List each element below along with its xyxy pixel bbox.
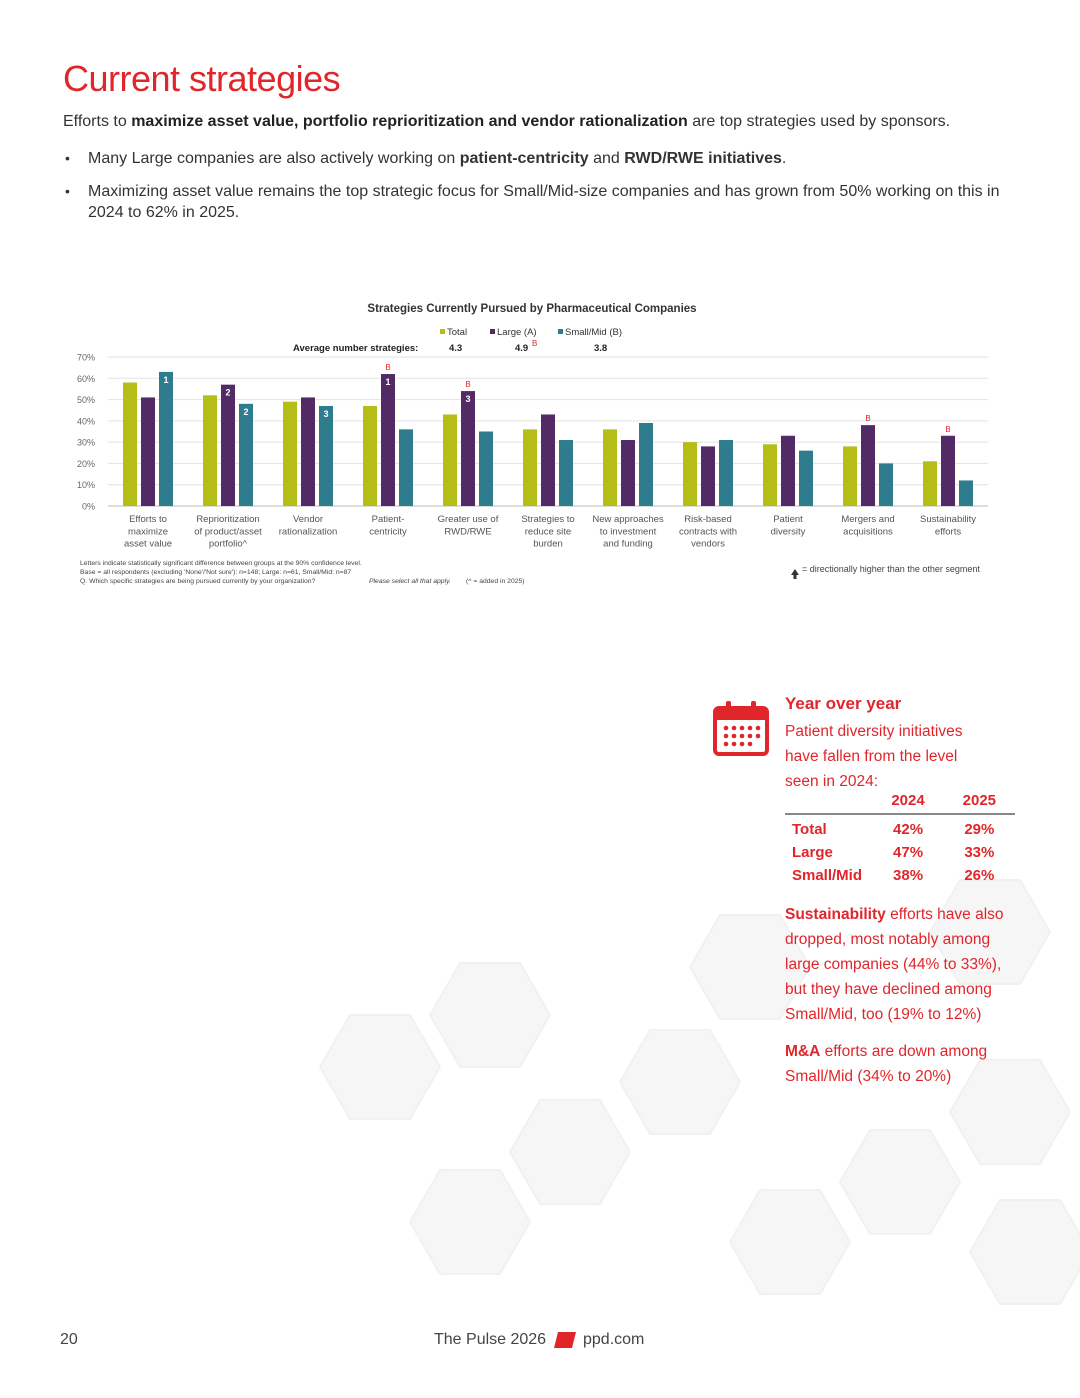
bullet-item — [63, 148, 1023, 169]
category-label: New approaches — [592, 514, 664, 525]
bar — [959, 480, 973, 506]
category-label: Patient — [773, 514, 803, 525]
category-label: Efforts to — [129, 514, 167, 525]
legend-label: Small/Mid (B) — [565, 327, 623, 338]
bar — [319, 406, 333, 506]
bar — [621, 440, 635, 506]
legend-label: Total — [447, 327, 468, 338]
y-tick-label: 60% — [76, 373, 95, 384]
legend-label: Large (A) — [497, 327, 537, 338]
category-label: Patient- — [371, 514, 405, 525]
category-label: Vendor — [292, 514, 324, 525]
category-label: vendors — [691, 538, 725, 550]
page-number: 20 — [60, 1331, 78, 1348]
sustainability-bold: Sustainability — [785, 906, 886, 923]
row-label: Total — [792, 821, 827, 838]
table-header-2025: 2025 — [944, 792, 1015, 814]
table-row — [785, 814, 1015, 841]
table-header-row — [785, 792, 1015, 814]
row-label: Large — [792, 844, 833, 861]
bar — [461, 391, 475, 506]
category-label: diversity — [770, 526, 806, 538]
bullet1-bold1: patient-centricity — [459, 150, 589, 167]
bar — [941, 436, 955, 506]
bar — [701, 446, 715, 506]
bullet1-bold2: RWD/RWE initiatives — [624, 150, 782, 167]
category-label: reduce site — [524, 526, 572, 538]
calendar-icon — [712, 698, 770, 758]
bar — [301, 397, 315, 506]
bar — [203, 395, 217, 506]
bar — [799, 451, 813, 506]
y-tick-label: 50% — [76, 395, 95, 406]
category-label: Mergers and — [841, 514, 895, 525]
y-tick-label: 30% — [76, 437, 95, 448]
y-tick-label: 10% — [76, 480, 95, 491]
ma-bold: M&A — [785, 1043, 821, 1060]
category-label: Reprioritization — [196, 514, 260, 525]
category-label: rationalization — [278, 526, 338, 538]
bar — [719, 440, 733, 506]
bar — [559, 440, 573, 506]
rank-label: 1 — [163, 374, 169, 385]
sig-letter: B — [465, 380, 471, 390]
yoy-table — [785, 792, 1015, 887]
y-tick-label: 20% — [76, 458, 95, 469]
intro-bold: maximize asset value, portfolio reprioritization and vendor rationalization — [131, 113, 688, 130]
table-header-blank — [785, 792, 872, 814]
category-label: Risk-based — [684, 514, 732, 525]
bullet-list — [63, 148, 1023, 235]
bar — [603, 429, 617, 506]
arrow-note: = directionally higher than the other segment — [802, 564, 980, 574]
y-tick-label: 40% — [76, 416, 95, 427]
chart-note-tail: (^ = added in 2025) — [466, 578, 525, 585]
avg-value: 4.3 — [449, 343, 463, 354]
bullet-item — [63, 181, 1023, 223]
row-2025: 33% — [964, 844, 995, 861]
bar — [683, 442, 697, 506]
avg-value: 4.9 — [515, 343, 529, 354]
table-row — [785, 864, 1015, 887]
category-label: to investment — [599, 526, 657, 538]
category-label: efforts — [934, 526, 962, 538]
chart-note: Q. Which specific strategies are being pursued currently by your organization? — [80, 578, 316, 585]
bar — [479, 432, 493, 507]
chart-note: Base = all respondents (excluding 'None'/'Not sure'): n=148; Large: n=61, Small/Mid: n=87 — [80, 569, 352, 576]
strategies-chart — [60, 295, 1020, 595]
rank-label: 2 — [243, 406, 249, 417]
legend-swatch — [558, 329, 563, 334]
bar — [239, 404, 253, 506]
category-label: portfolio^ — [208, 538, 248, 550]
bar — [363, 406, 377, 506]
ma-paragraph — [785, 1039, 1020, 1089]
avg-label: Average number strategies: — [293, 343, 419, 354]
category-label: Greater use of — [437, 514, 499, 525]
category-label: contracts with — [678, 526, 738, 538]
bar — [399, 429, 413, 506]
row-2024: 42% — [893, 821, 924, 838]
chart-svg — [60, 295, 1020, 595]
table-row — [785, 841, 1015, 864]
row-2025: 29% — [964, 821, 995, 838]
rank-label: 2 — [225, 387, 231, 398]
intro-pre: Efforts to — [63, 113, 132, 130]
bar — [763, 444, 777, 506]
legend-swatch — [440, 329, 445, 334]
y-tick-label: 0% — [81, 501, 95, 512]
bar — [123, 383, 137, 506]
category-label: acquisitions — [843, 526, 893, 538]
bar — [523, 429, 537, 506]
legend-swatch — [490, 329, 495, 334]
sig-letter: B — [385, 363, 391, 373]
bar — [283, 402, 297, 506]
bullet1-mid: and — [588, 150, 625, 167]
sidebar-subtitle: Patient diversity initiatives have fallen from the level seen in 2024: — [785, 723, 963, 790]
sustainability-text: efforts have also dropped, most notably among large companies (44% to 33%), but they have declined among Small/Mid, too (19% to 12%) — [785, 906, 1004, 1023]
footer-url: ppd.com — [583, 1331, 645, 1348]
bar — [541, 414, 555, 506]
category-label: asset value — [123, 538, 173, 550]
row-2024: 38% — [893, 867, 924, 884]
category-label: Strategies to — [521, 514, 575, 525]
category-label: centricity — [369, 526, 407, 538]
bar — [861, 425, 875, 506]
bar — [781, 436, 795, 506]
up-arrow-icon — [791, 569, 799, 579]
category-label: maximize — [127, 526, 169, 538]
row-label: Small/Mid — [792, 867, 863, 884]
bar — [443, 414, 457, 506]
chart-title: Strategies Currently Pursued by Pharmaceutical Companies — [367, 303, 697, 315]
sig-letter: B — [865, 414, 871, 424]
bar — [381, 374, 395, 506]
intro-paragraph — [63, 113, 1023, 131]
intro-post: are top strategies used by sponsors. — [687, 113, 951, 130]
sidebar-heading: Year over year — [785, 694, 902, 713]
bar — [879, 463, 893, 506]
publication-name: The Pulse 2026 — [434, 1331, 547, 1348]
page-title: Current strategies — [63, 58, 341, 99]
ppd-logo-icon — [553, 1331, 577, 1349]
category-label: and funding — [603, 538, 653, 550]
row-2025: 26% — [964, 867, 995, 884]
bar — [141, 397, 155, 506]
table-header-2024: 2024 — [872, 792, 943, 814]
y-tick-label: 70% — [76, 352, 95, 363]
rank-label: 3 — [323, 408, 329, 419]
row-2024: 47% — [893, 844, 924, 861]
bullet1-post: . — [781, 150, 787, 167]
chart-note-italic: Please select all that apply. — [369, 578, 451, 585]
rank-label: 3 — [465, 394, 471, 405]
bar — [923, 461, 937, 506]
bullet2-text: Maximizing asset value remains the top strategic focus for Small/Mid-size companies and has grown from 50% working on this in 2024 to 62% in 2025. — [88, 183, 1000, 221]
bar — [221, 385, 235, 506]
ma-text: efforts are down among Small/Mid (34% to 20%) — [785, 1043, 988, 1085]
bar — [639, 423, 653, 506]
category-label: of product/asset — [194, 526, 262, 538]
bar — [843, 446, 857, 506]
chart-note: Letters indicate statistically significant difference between groups at the 90% confidence level. — [80, 560, 362, 567]
sig-letter: B — [945, 424, 951, 434]
category-label: RWD/RWE — [444, 526, 492, 538]
bar — [159, 372, 173, 506]
avg-value: 3.8 — [594, 343, 608, 354]
rank-label: 1 — [385, 377, 391, 388]
bullet1-pre: Many Large companies are also actively working on — [88, 150, 460, 167]
category-label: Sustainability — [920, 514, 976, 525]
sustainability-paragraph — [785, 902, 1020, 1027]
avg-sig-letter: B — [532, 339, 538, 348]
category-label: burden — [533, 538, 563, 550]
